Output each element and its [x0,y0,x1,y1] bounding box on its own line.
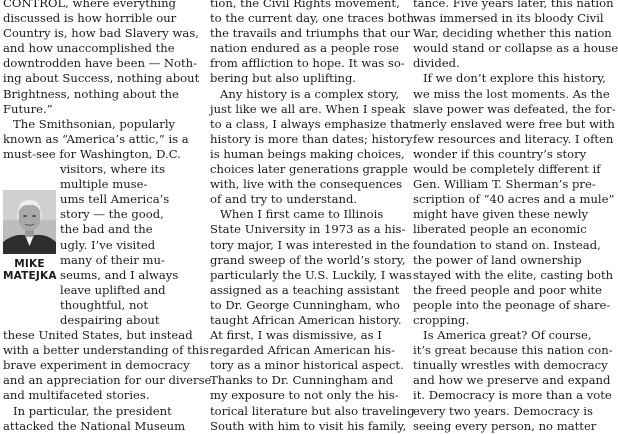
text-line: few resources and literacy. I often [413,131,614,146]
text-line: the travails and triumphs that our [210,26,411,41]
text-line: would be completely different if [413,162,601,177]
text-line: with a better understanding of this [3,343,209,358]
text-line: these United States, but instead [3,328,193,343]
text-line: my exposure to not only the his- [210,388,399,403]
text-line: and multifaceted stories. [3,388,150,403]
text-line: discussed is how horrible our [3,11,177,26]
text-line: seums, and I always [60,267,179,282]
text-line: seeing every person, no matter [413,418,597,433]
text-line: South with him to visit his family, [210,418,407,433]
text-line: every two years. Democracy is [413,403,593,418]
text-line: particularly the U.S. Luckily, I was [210,267,412,282]
text-line: nation endured as a people rose [210,41,400,56]
text-line: the freed people and poor white [413,282,602,297]
text-line: ing about Success, nothing about [3,71,200,86]
text-line: to a class, I always emphasize that [210,116,414,131]
author-first-name: MIKE [14,258,45,270]
text-line: merly enslaved were free but with [413,116,615,131]
text-line: tory major, I was interested in the [210,237,410,252]
article-column-3 [413,0,618,434]
text-line: story — the good, [60,207,164,222]
text-line: leave uplifted and [60,282,166,297]
text-line: tion, the Civil Rights movement, [210,0,400,10]
text-line: thoughtful, not [60,297,149,312]
text-line: Any history is a complex story, [220,86,400,101]
text-line: downtrodden have been — Noth- [3,56,198,71]
text-line: The Smithsonian, popularly [13,116,176,131]
text-line: it. Democracy is more than a vote [413,388,612,403]
text-line: ugly. I’ve visited [60,237,156,252]
text-line: attacked the National Museum [3,418,186,433]
text-line: the power of land ownership [413,252,582,267]
text-line: must-see for Washington, D.C. [3,146,181,161]
text-line: tory as a minor historical aspect. [210,358,404,373]
text-line: and how we preserve and expand [413,373,611,388]
text-line: we miss the lost moments. As the [413,86,610,101]
text-line: choices later generations grapple [210,162,408,177]
author-byline [3,258,56,282]
author-photo [3,190,56,254]
text-line: regarded African American his- [210,343,396,358]
text-line: to Dr. George Cunningham, who [210,297,400,312]
text-line: If we don’t explore this history, [423,71,606,86]
text-line: At first, I was dismissive, as I [210,328,382,343]
text-line: and an appreciation for our diverse [3,373,212,388]
text-line: Brightness, nothing about the [3,86,179,101]
text-line: and how unaccomplished the [3,41,175,56]
text-line: State University in 1973 as a his- [210,222,406,237]
text-line: In particular, the president [13,403,172,418]
text-line: wonder if this country’s story [413,146,587,161]
text-line: Gen. William T. Sherman’s pre- [413,177,596,192]
author-portrait-image [3,190,56,254]
text-line: ums tell America’s [60,192,170,207]
text-line: tinually wrestles with democracy [413,358,608,373]
text-line: bering but also uplifting. [210,71,357,86]
text-line: of and try to understand. [210,192,358,207]
text-line: stayed with the elite, casting both [413,267,614,282]
text-line: CONTROL, where everything [3,0,176,10]
text-line: with, live with the consequences [210,177,403,192]
text-line: from affliction to hope. It was so- [210,56,405,71]
text-line: divided. [413,56,460,71]
text-line: scription of “40 acres and a mule” [413,192,615,207]
text-line: cropping. [413,312,470,327]
text-line: visitors, where its [60,162,166,177]
text-line: might have given these newly [413,207,589,222]
text-line: When I first came to Illinois [220,207,384,222]
text-line: liberated people an economic [413,222,587,237]
article-column-2 [210,0,415,434]
text-line: Thanks to Dr. Cunningham and [210,373,394,388]
text-line: War, deciding whether this nation [413,26,612,41]
text-line: just like we all are. When I speak [210,101,406,116]
text-line: to the current day, one traces both [210,11,415,26]
text-line: tance. Five years later, this nation [413,0,614,10]
text-line: Future.” [3,101,53,116]
author-last-name: MATEJKA [3,270,57,282]
text-line: would stand or collapse as a house [413,41,618,56]
text-line: despairing about [60,312,160,327]
text-line: assigned as a teaching assistant [210,282,400,297]
text-line: multiple muse- [60,177,148,192]
text-line: Is America great? Of course, [423,328,592,343]
text-line: brave experiment in democracy [3,358,190,373]
text-line: the bad and the [60,222,153,237]
text-line: foundation to stand on. Instead, [413,237,601,252]
text-line: history is more than dates; history [210,131,413,146]
text-line: taught African American history. [210,312,402,327]
text-line: it’s great because this nation con- [413,343,613,358]
text-line: Country is, how bad Slavery was, [3,26,199,41]
text-line: people into the peonage of share- [413,297,611,312]
text-line: was immersed in its bloody Civil [413,11,604,26]
text-line: known as “America’s attic,” is a [3,131,189,146]
text-line: many of their mu- [60,252,165,267]
text-line: is human beings making choices, [210,146,405,161]
text-line: grand sweep of the world’s story, [210,252,406,267]
text-line: slave power was defeated, the for- [413,101,616,116]
text-line: torical literature but also traveling [210,403,415,418]
